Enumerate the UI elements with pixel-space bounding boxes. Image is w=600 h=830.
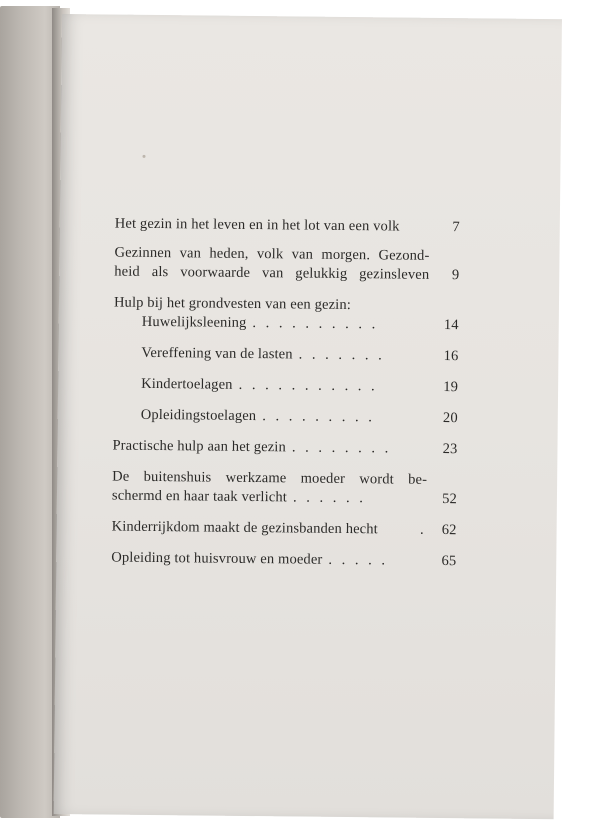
- leader-dots: . . . . . . . . .: [262, 408, 375, 426]
- toc-entry[interactable]: [111, 549, 456, 572]
- toc-page-number: 23: [442, 441, 458, 458]
- toc-entry-title: Gezinnen van heden, volk van morgen. Gezond-: [114, 244, 430, 264]
- book-page: [54, 14, 562, 819]
- toc-entry-title: Huwelijksleening: [141, 313, 247, 331]
- toc-page-number: 19: [443, 379, 459, 396]
- toc-page-number: 62: [441, 522, 457, 539]
- leader-dots: . . . . . . . .: [291, 439, 392, 457]
- leader-dots: .: [419, 521, 427, 538]
- toc-entry-title: Kinderrijkdom maakt de gezinsbanden hecht: [111, 518, 378, 538]
- toc-page-number: 52: [442, 491, 458, 508]
- paper-speck: [142, 155, 145, 158]
- toc-entry[interactable]: [114, 244, 459, 286]
- toc-subentry[interactable]: [114, 313, 459, 336]
- toc-page-number: 20: [442, 410, 458, 427]
- toc-page-number: 9: [451, 267, 460, 284]
- toc-entry-title-cont: schermd en haar taak verlicht: [111, 487, 288, 506]
- toc-page-number: 65: [441, 553, 457, 570]
- toc-entry[interactable]: [112, 468, 457, 510]
- facing-page-edge: [0, 6, 60, 818]
- toc-entry-title: Practische hulp aan het gezin: [112, 437, 287, 456]
- toc-subentry[interactable]: [113, 406, 458, 429]
- toc-page-number: 16: [443, 348, 459, 365]
- toc-entry-title: Het gezin in het leven en in het lot van een volk: [114, 215, 400, 235]
- toc-page-number: 7: [452, 219, 460, 236]
- leader-dots: . . . . . . .: [298, 346, 385, 364]
- leader-dots: . . . . .: [328, 551, 389, 569]
- toc-subentry[interactable]: [113, 375, 458, 398]
- toc-entry[interactable]: [112, 437, 457, 460]
- toc-entry-title: Vereffening van de lasten: [141, 344, 293, 363]
- toc-entry[interactable]: [112, 518, 457, 541]
- table-of-contents: [111, 215, 460, 584]
- toc-entry-title-cont: heid als voorwaarde van gelukkig gezinsleven: [114, 263, 430, 283]
- toc-entry-title: Hulp bij het grondvesten van een gezin:: [113, 294, 352, 314]
- toc-entry[interactable]: [115, 215, 460, 238]
- toc-entry-title: De buitenshuis werkzame moeder wordt be-: [112, 468, 428, 488]
- toc-entry-title: Opleiding tot huisvrouw en moeder: [111, 549, 323, 568]
- toc-entry-title: Opleidingstoelagen: [140, 406, 257, 425]
- leader-dots: . . . . . . . . . .: [252, 315, 379, 333]
- toc-page-number: 14: [443, 317, 459, 334]
- toc-entry-title: Kindertoelagen: [141, 375, 233, 393]
- toc-subentry[interactable]: [113, 344, 458, 367]
- leader-dots: . . . . . .: [292, 489, 366, 507]
- leader-dots: . . . . . . . . . . .: [238, 376, 378, 395]
- leader-dots: [399, 218, 429, 237]
